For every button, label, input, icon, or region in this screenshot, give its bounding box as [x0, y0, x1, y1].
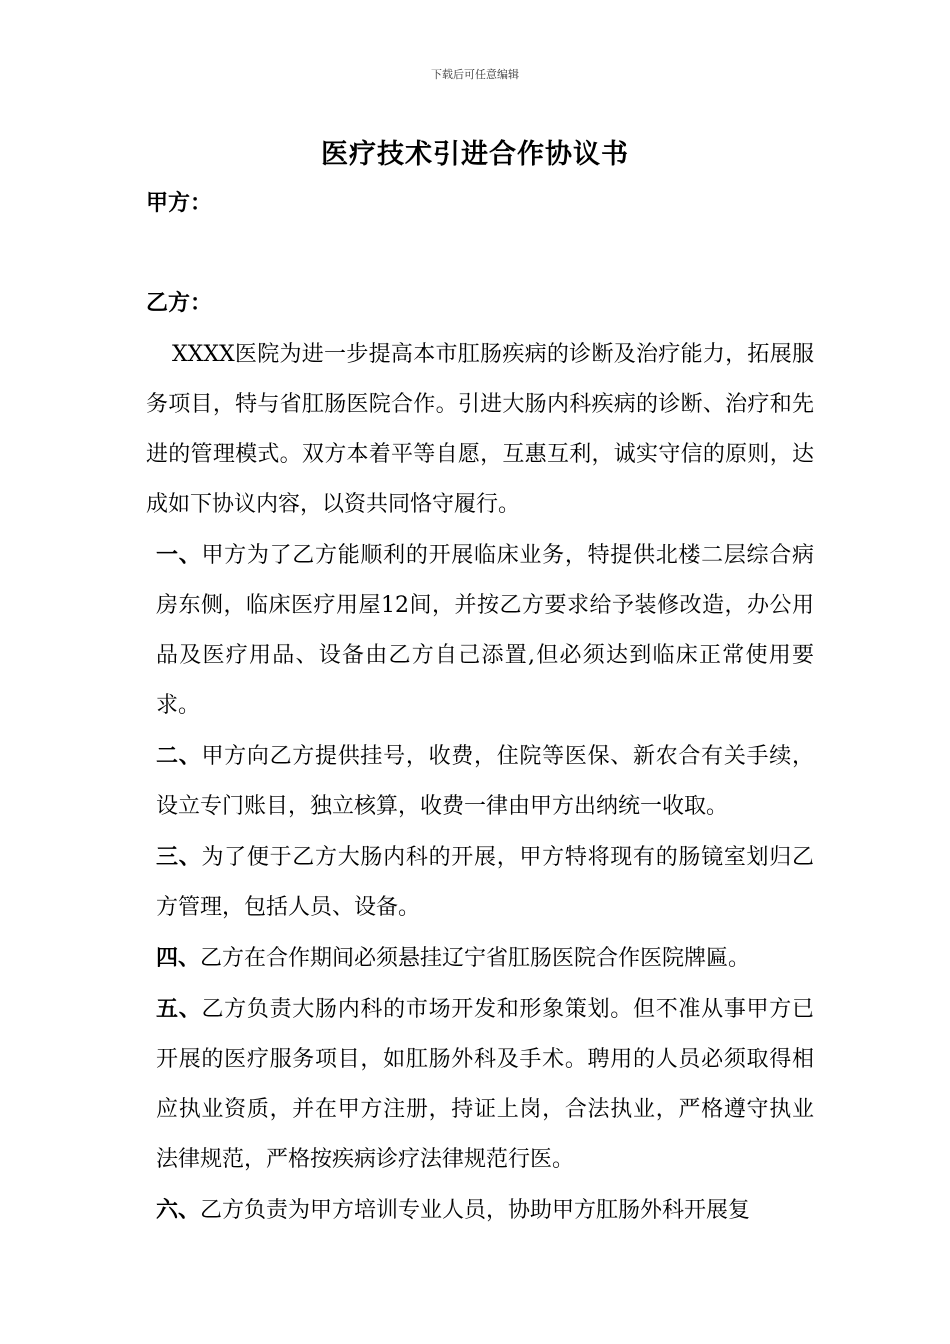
clause-3: [156, 832, 814, 933]
clause-text: 为了便于乙方大肠内科的开展，甲方特将现有的肠镜室划归乙方管理，包括人员、设备。: [156, 845, 814, 920]
clause-2: [156, 731, 814, 832]
clause-text: 甲方为了乙方能顺利的开展临床业务，特提供北楼二层综合病房东侧，临床医疗用屋12间，并按乙方要求给予装修改造，办公用品及医疗用品、设备由乙方自己添置,但必须达到临床正常使用要求。: [156, 543, 814, 718]
clause-text: 甲方向乙方提供挂号，收费，住院等医保、新农合有关手续，设立专门账目，独立核算，收费一律由甲方出纳统一收取。: [156, 744, 814, 819]
header-note: 下载后可任意编辑: [431, 68, 519, 81]
party-b-label: 乙方：: [146, 290, 213, 316]
clause-4: [156, 933, 814, 984]
clause-number: 二、: [156, 743, 202, 769]
clause-number: 五、: [156, 996, 202, 1022]
clause-text: 乙方负责为甲方培训专业人员，协助甲方肛肠外科开展复: [200, 1198, 751, 1223]
clause-number: 三、: [156, 844, 202, 870]
party-a-label: 甲方：: [146, 190, 213, 216]
agreement-body: [146, 330, 814, 1236]
intro-paragraph: XXXX医院为进一步提高本市肛肠疾病的诊断及治疗能力，拓展服务项目，特与省肛肠医院合作。引进大肠内科疾病的诊断、治疗和先进的管理模式。双方本着平等自愿，互惠互利，诚实守信的原则，达成如下协议内容，以资共同恪守履行。: [146, 342, 814, 517]
clause-5: [156, 984, 814, 1185]
clause-1: [156, 530, 814, 731]
clause-text: 乙方负责大肠内科的市场开发和形象策划。但不准从事甲方已开展的医疗服务项目，如肛肠外科及手术。聘用的人员必须取得相应执业资质，并在甲方注册，持证上岗，合法执业，严格遵守执业法律规范，严格按疾病诊疗法律规范行医。: [156, 997, 814, 1172]
clause-number: 一、: [156, 542, 202, 568]
document-title: 医疗技术引进合作协议书: [321, 139, 629, 170]
clause-number: 四、: [156, 945, 201, 971]
clause-text: 乙方在合作期间必须悬挂辽宁省肛肠医院合作医院牌匾。: [200, 946, 751, 971]
clause-number: 六、: [156, 1197, 201, 1223]
clause-6: [156, 1185, 814, 1236]
